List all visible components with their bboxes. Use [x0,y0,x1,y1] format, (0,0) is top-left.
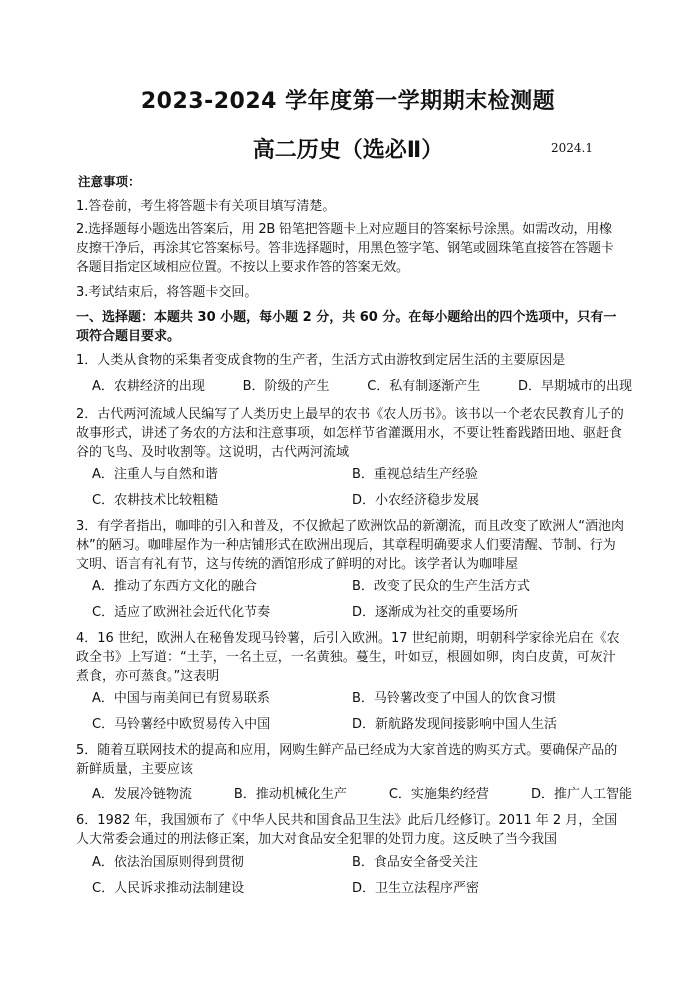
option-row [92,785,632,804]
option: A．农耕经济的出现 [92,379,205,394]
option: D．新航路发现间接影响中国人生活 [352,717,558,732]
option: C．农耕技术比较粗糙 [92,493,219,508]
option: A．依法治国原则得到贯彻 [92,855,244,870]
exam-date: 2024.1 [551,141,593,155]
option: A．中国与南美间已有贸易联系 [92,691,270,706]
question-stem: 4．16 世纪，欧洲人在秘鲁发现马铃薯，后引入欧洲。17 世纪前期，明朝科学家徐光启在《农政全书》上写道：“土芋，一名土豆，一名黄独。蔓生，叶如豆，根圆如卵，肉白皮黄，可灰汁煮食，亦可蒸食。”这表明 [76,631,620,684]
option: C．实施集约经营 [388,787,489,802]
exam-title: 2023-2024 学年度第一学期期末检测题 [140,89,556,114]
notice-item: 3.考试结束后，将答题卡交回。 [76,285,258,300]
option: D．早期城市的出现 [517,379,632,394]
exam-subtitle: 高二历史（选必Ⅱ） [252,138,444,163]
option: B．食品安全备受关注 [352,855,478,870]
option: A．推动了东西方文化的融合 [92,579,257,594]
question-stem: 1．人类从食物的采集者变成食物的生产者，生活方式由游牧到定居生活的主要原因是 [76,353,566,368]
option: D．卫生立法程序严密 [352,881,480,896]
notice-item: 2.选择题每小题选出答案后，用 2B 铅笔把答题卡上对应题目的答案标号涂黑。如需改动，用橡皮擦干净后，再涂其它答案标号。答非选择题时，用黑色签字笔、钢笔或圆珠笔直接答在答题卡各题目指定区域相应位置。不按以上要求作答的答案无效。 [76,222,614,275]
notice-item: 1.答卷前，考生将答题卡有关项目填写清楚。 [76,199,336,214]
option: C．马铃薯经中欧贸易传入中国 [92,717,271,732]
question-stem: 6．1982 年，我国颁布了《中华人民共和国食品卫生法》此后几经修订。2011 年 2 月，全国人大常委会通过的刑法修正案，加大对食品安全犯罪的处罚力度。这反映了当今我国 [76,813,618,847]
option: B．改变了民众的生产生活方式 [352,579,530,594]
option: B．马铃薯改变了中国人的饮食习惯 [352,691,556,706]
option: C．适应了欧洲社会近代化节奏 [92,605,271,620]
option: D．小农经济稳步发展 [352,493,480,508]
option: D．推广人工智能 [530,787,632,802]
notice-heading: 注意事项： [78,174,141,189]
option: A．发展冷链物流 [92,787,192,802]
question-stem: 5．随着互联网技术的提高和应用，网购生鲜产品已经成为大家首选的购买方式。要确保产品的新鲜质量，主要应该 [76,743,618,777]
option-row [92,377,632,396]
option: A．注重人与自然和谐 [92,467,218,482]
section-heading: 一、选择题：本题共 30 小题，每小题 2 分，共 60 分。在每小题给出的四个选项中，只有一项符合题目要求。 [76,310,617,344]
option: B．阶级的产生 [242,379,330,394]
option: B．重视总结生产经验 [352,467,478,482]
option: B．推动机械化生产 [233,787,347,802]
option: C．人民诉求推动法制建设 [92,881,245,896]
question-stem: 3．有学者指出，咖啡的引入和普及，不仅掀起了欧洲饮品的新潮流，而且改变了欧洲人“酒池肉林”的陋习。咖啡屋作为一种店铺形式在欧洲出现后，其章程明确要求人们要清醒、节制、行为文明、语言有礼有节，这与传统的酒馆形成了鲜明的对比。该学者认为咖啡屋 [76,519,625,572]
question-stem: 2．古代两河流域人民编写了人类历史上最早的农书《农人历书》。该书以一个老农民教育儿子的故事形式，讲述了务农的方法和注意事项，如怎样节省灌溉用水，不要让牲畜践踏田地、驱赶食谷的飞鸟、及时收割等。这说明，古代两河流域 [76,407,624,460]
option: D．逐渐成为社交的重要场所 [352,605,519,620]
option: C．私有制逐渐产生 [367,379,481,394]
